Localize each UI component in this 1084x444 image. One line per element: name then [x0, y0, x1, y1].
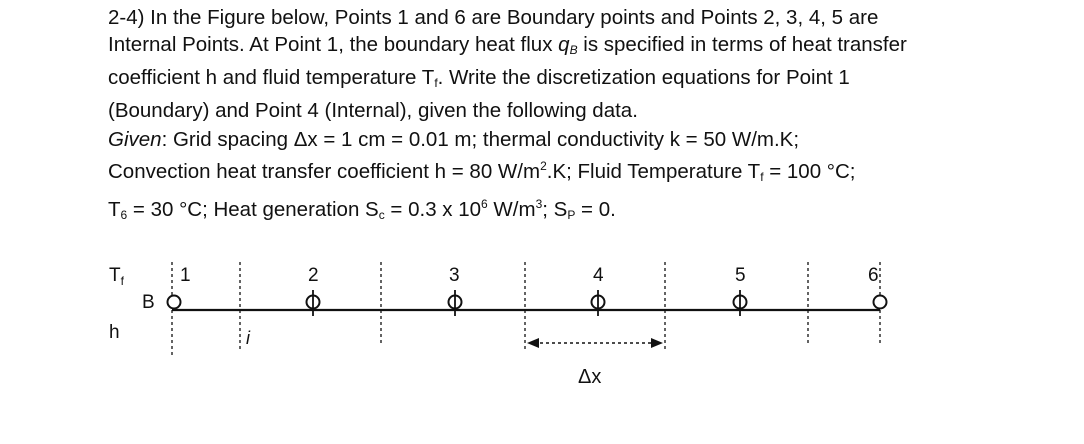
problem-line-1: 2-4) In the Figure below, Points 1 and 6 are Boundary points and Points 2, 3, 4, 5 are — [108, 6, 879, 29]
given-line-1: Given: Grid spacing Δx = 1 cm = 0.01 m; thermal conductivity k = 50 W/m.K; — [108, 128, 800, 151]
given-line-3: $T_6 = 30$ °C; Heat generation $S_c = 0.3$ x $10^6$ $W/m^3$; $S_P = 0$. — [108, 197, 616, 222]
node-6-label: 6 — [868, 265, 879, 286]
boundary-b-label: B — [142, 292, 155, 313]
node-4-label: 4 — [593, 265, 604, 286]
grid-nodes — [168, 296, 887, 309]
node-5-label: 5 — [735, 265, 746, 286]
node-3-label: 3 — [449, 265, 460, 286]
arrow-left-icon — [527, 338, 539, 348]
heat-flux-symbol: $q_B$ — [558, 33, 578, 57]
delta-x-label: Δx — [578, 366, 602, 388]
node-1-label: 1 — [180, 265, 191, 286]
given-line-2: Convection heat transfer coefficient h = 80 $W/m^2.K$; Fluid Temperature $T_f = 100$ °C; — [108, 159, 856, 184]
node-ticks — [313, 290, 740, 316]
fluid-temperature-label: $T_f$ — [109, 265, 124, 288]
problem-line-2: Internal Points. At Point 1, the boundary heat flux $q_B$ is specified in terms of heat transfer — [108, 33, 907, 57]
problem-line-3: coefficient h and fluid temperature $T_f$. Write the discretization equations for Point 1 — [108, 66, 850, 90]
node-2-label: 2 — [308, 265, 319, 286]
problem-line-4: (Boundary) and Point 4 (Internal), given the following data. — [108, 99, 638, 122]
face-i-label: i — [246, 328, 250, 348]
node-1-marker — [168, 296, 181, 309]
node-6-marker — [874, 296, 887, 309]
arrow-right-icon — [651, 338, 663, 348]
h-label: h — [109, 322, 120, 343]
delta-x-dimension — [527, 338, 663, 348]
